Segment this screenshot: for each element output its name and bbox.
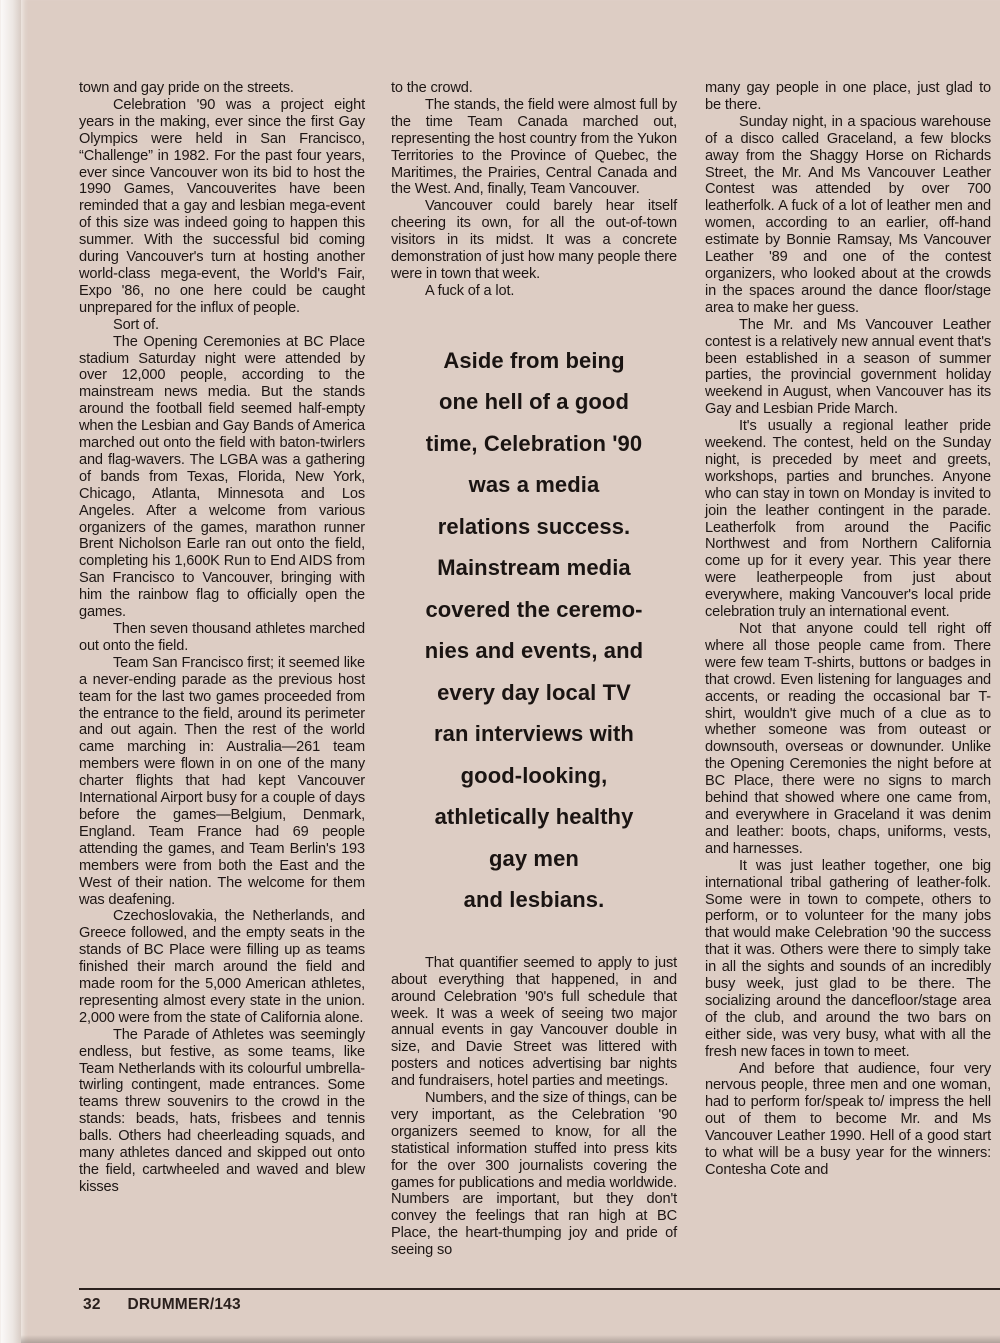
paragraph: Sort of. — [113, 316, 159, 333]
pull-quote-line: Mainstream media — [437, 555, 631, 581]
pull-quote-line: gay men — [489, 845, 579, 871]
paragraph: The Mr. and Ms Vancouver Leather contest is a relatively new annual event that's been established in a season of summer parties, the provincial government holiday weekend in August, when Vancouver has its Gay and Lesbian Pride March. — [705, 316, 991, 418]
pull-quote-line: every day local TV — [437, 679, 631, 705]
pull-quote-line: ran interviews with — [434, 721, 634, 747]
pull-quote-line: was a media — [468, 472, 600, 498]
paragraph: Then seven thousand athletes marched out onto the field. — [79, 621, 365, 654]
pull-quote-line: time, Celebration '90 — [425, 430, 643, 456]
paragraph: town and gay pride on the streets. — [79, 80, 294, 96]
pull-quote-line: and lesbians. — [463, 887, 605, 913]
paragraph: A fuck of a lot. — [425, 282, 515, 299]
article-column-3 — [705, 80, 991, 1179]
article-column-2 — [391, 80, 677, 1259]
paragraph: many gay people in one place, just glad to be there. — [705, 80, 991, 113]
pull-quote-line: one hell of a good — [438, 389, 629, 415]
pull-quote-line: nies and events, and — [424, 638, 644, 664]
pull-quote — [391, 340, 677, 921]
pull-quote-line: covered the ceremo- — [425, 596, 643, 622]
pull-quote-line: good-looking, — [460, 762, 608, 788]
publication-issue: DRUMMER/143 — [127, 1296, 241, 1313]
pull-quote-line: Aside from being — [443, 347, 625, 373]
paragraph: That quantifier seemed to apply to just about everything that happened, in and around Celebration '90's full schedule that week. It was a week of seeing two major annual events in gay Vancouver double in size, and Davie Street was littered with posters and notices advertising bar nights and fundraisers, hotel parties and meetings. — [391, 954, 677, 1090]
paragraph: And before that audience, four very nervous people, three men and one woman, had to perform for/speak to/ impress the hell out of them to become Mr. and Ms Vancouver Leather 1990. Hell of a good start to what will be a busy year for the winners: Contesha Cote and — [705, 1060, 991, 1178]
paragraph: The stands, the field were almost full by the time Team Canada marched out, representing the host country from the Yukon Territories to the Province of Quebec, the Maritimes, the Prairies, Central Canada and the West. And, finally, Team Vancouver. — [391, 96, 677, 198]
paragraph: Czechoslovakia, the Netherlands, and Greece followed, and the empty seats in the stands of BC Place were filling up as teams finished their march around the field and made room for the 5,000 American athletes, representing almost every state in the union. 2,000 were from the state of California alone. — [79, 908, 365, 1026]
paragraph: It was just leather together, one big international tribal gathering of leather-folk. Some were in town to compete, others to perform, or to volunteer for the many jobs that would make Celebration '90 the success that it was. Others were there to simply take in all the sights and sounds of an incredibly busy week, just glad to be there. The socializing around the dancefloor/stage area of the club, and around the two bars on either side, was very busy, what with all the fresh new faces in town to meet. — [705, 857, 991, 1060]
pull-quote-line: relations success. — [437, 513, 631, 539]
magazine-page — [20, 0, 1000, 1343]
article-column-1 — [79, 80, 365, 1196]
paragraph: to the crowd. — [391, 80, 473, 96]
paragraph: It's usually a regional leather pride weekend. The contest, held on the Sunday night, is preceded by meet and greets, workshops, parties and brunches. Anyone who can stay in town on Monday is invited to join the leather contingent in the parade. Leatherfolk from around the Pacific Northwest and from Northern California come up for it every year. This year there were leatherpeople from just about everywhere, making Vancouver's local pride celebration truly an international event. — [705, 418, 991, 621]
paragraph: Numbers, and the size of things, can be very important, as the Celebration '90 organizers seemed to know, for all the statistical information stuffed into press kits for the over 300 journalists covering the games for publications and media worldwide. Numbers are important, but they don't convey the feelings that ran high at BC Place, the heart-thumping joy and pride of seeing so — [391, 1090, 677, 1259]
pull-quote-line: athletically healthy — [434, 804, 634, 830]
paragraph: The Opening Ceremonies at BC Place stadium Saturday night were attended by over 12,000 people, according to the mainstream news media. But the stands around the football field seemed half-empty when the Lesbian and Gay Bands of America marched out onto the field with baton-twirlers and flag-wavers. The LGBA was a gathering of bands from Texas, Florida, New York, Chicago, Atlanta, Minnesota and Los Angeles. After a welcome from various organizers of the games, marathon runner Brent Nicholson Earle ran out onto the field, completing his 1,600K Run to End AIDS from San Francisco to Vancouver, bringing with him the rainbow flag to officially open the games. — [79, 333, 365, 621]
paragraph: Not that anyone could tell right off where all those people came from. There were few team T-shirts, buttons or badges in that crowd. Even listening for languages and accents, or reading the occasional bar T-shirt, wouldn't give much of a clue as to whether someone was from outeast or downsouth, overseas or downunder. Unlike the Opening Ceremonies the night before at BC Place, there were no signs to march behind that showed where one came from, and everywhere in Graceland it was denim and leather: boots, chaps, uniforms, vests, and harnesses. — [705, 621, 991, 857]
page-number: 32 — [83, 1296, 101, 1313]
paragraph: Team San Francisco first; it seemed like a never-ending parade as the previous host team for the last two games proceeded from the entrance to the field, around its perimeter and out again. Then the rest of the world came marching in: Australia—261 team members were flown in on one of the many charter flights that had kept Vancouver International Airport busy for a couple of days before the games—Belgium, Denmark, England. Team France had 69 people attending the games, and Team Berlin's 193 members were from both the East and the West of their nation. The welcome for them was deafening. — [79, 654, 365, 908]
paragraph: Celebration '90 was a project eight years in the making, ever since the first Gay Olympics were held in San Francisco, “Challenge” in 1982. For the past four years, ever since Vancouver won its bid to host the 1990 Games, Vancouverites have been reminded that a gay and lesbian mega-event of this size was indeed going to happen this summer. With the successful bid coming during Vancouver's turn at hosting another world-class mega-event, the World's Fair, Expo '86, no one here could be caught unprepared for the influx of people. — [79, 96, 365, 316]
page-footer — [83, 1296, 241, 1314]
paragraph: The Parade of Athletes was seemingly endless, but festive, as some teams, like Team Netherlands with its colourful umbrella-twirling contingent, made entrances. Some teams threw souvenirs to the crowd in the stands: beads, hats, frisbees and tennis balls. Others had cheerleading squads, and many athletes danced and skipped out onto the field, cartwheeled and waved and blew kisses — [79, 1026, 365, 1195]
paragraph: Sunday night, in a spacious warehouse of a disco called Graceland, a few blocks away from the Shaggy Horse on Richards Street, the Mr. And Ms Vancouver Leather Contest was attended by over 700 leatherfolk. A fuck of a lot of leather men and women, according to an earlier, off-hand estimate by Bonnie Ramsay, Ms Vancouver Leather '89 and one of the contest organizers, who looked about at the crowds in the spaces around the dance floor/stage area to make her guess. — [705, 113, 991, 316]
paragraph: Vancouver could barely hear itself cheering its own, for all the out-of-town visitors in its midst. It was a concrete demonstration of just how many people there were in town that week. — [391, 198, 677, 282]
footer-rule — [79, 1288, 1000, 1290]
